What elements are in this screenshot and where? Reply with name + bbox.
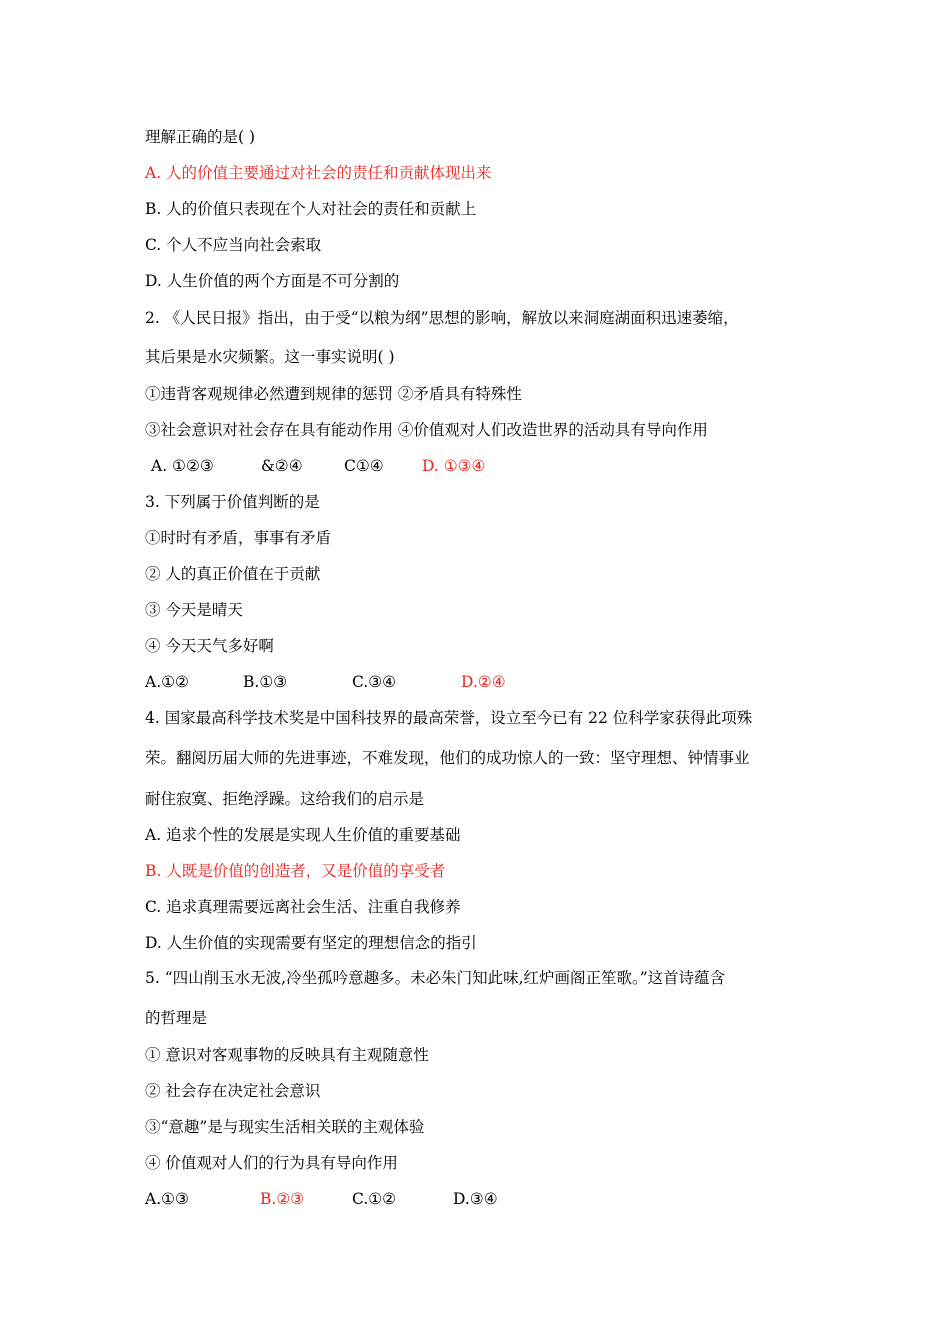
q5-item-4: ④ 价值观对人们的行为具有导向作用 <box>145 1154 398 1172</box>
q1-stem: 理解正确的是( ) <box>145 128 256 146</box>
q5-choice-c: C.①② <box>352 1190 397 1208</box>
q5-choice-a: A.①③ <box>145 1190 189 1208</box>
q5-item-1: ① 意识对客观事物的反映具有主观随意性 <box>145 1046 429 1064</box>
q5-choice-d: D.③④ <box>453 1190 498 1208</box>
q2-items-row1: ①违背客观规律必然遭到规律的惩罚 ②矛盾具有特殊性 <box>145 385 522 403</box>
q3-choice-c: C.③④ <box>352 673 397 691</box>
q3-item-2: ② 人的真正价值在于贡献 <box>145 565 321 583</box>
q2-choice-c: C①④ <box>344 457 384 475</box>
q4-stem-line2: 荣。翻阅历届大师的先进事迹，不难发现，他们的成功惊人的一致：坚守理想、钟情事业 <box>145 749 750 767</box>
q4-option-a: A. 追求个性的发展是实现人生价值的重要基础 <box>145 826 461 844</box>
q3-choice-b: B.①③ <box>243 673 288 691</box>
q1-option-b: B. 人的价值只表现在个人对社会的责任和贡献上 <box>145 200 477 218</box>
q5-stem-line2: 的哲理是 <box>145 1009 208 1027</box>
q4-stem-line3: 耐住寂寞、拒绝浮躁。这给我们的启示是 <box>145 790 425 808</box>
q5-stem-line1: 5. “四山削玉水无波,冷坐孤吟意趣多。未必朱门知此味,红炉画阁正笙歌。”这首诗蕴含 <box>145 969 726 987</box>
q3-choice-a: A.①② <box>145 673 189 691</box>
q2-stem-line2: 其后果是水灾频繁。这一事实说明( ) <box>145 348 395 366</box>
q2-stem-line1: 2. 《人民日报》指出，由于受“以粮为纲”思想的影响，解放以来洞庭湖面积迅速萎缩， <box>145 309 739 327</box>
q5-item-2: ② 社会存在决定社会意识 <box>145 1082 321 1100</box>
q2-choice-b: &②④ <box>261 457 303 475</box>
q1-option-d: D. 人生价值的两个方面是不可分割的 <box>145 272 400 290</box>
q4-option-b-answer: B. 人既是价值的创造者，又是价值的享受者 <box>145 862 446 880</box>
q5-item-3: ③“意趣”是与现实生活相关联的主观体验 <box>145 1118 425 1136</box>
q1-option-a-answer: A. 人的价值主要通过对社会的责任和贡献体现出来 <box>145 164 492 182</box>
q3-item-4: ④ 今天天气多好啊 <box>145 637 274 655</box>
q2-choice-a: A. ①②③ <box>151 457 214 475</box>
q3-item-3: ③ 今天是晴天 <box>145 601 243 619</box>
q4-option-d: D. 人生价值的实现需要有坚定的理想信念的指引 <box>145 934 477 952</box>
q3-stem: 3. 下列属于价值判断的是 <box>145 493 320 511</box>
q2-items-row2: ③社会意识对社会存在具有能动作用 ④价值观对人们改造世界的活动具有导向作用 <box>145 421 708 439</box>
q1-option-c: C. 个人不应当向社会索取 <box>145 236 322 254</box>
q3-choice-d-answer: D.②④ <box>461 673 506 691</box>
q2-choice-d-answer: D. ①③④ <box>422 457 486 475</box>
q5-choice-b-answer: B.②③ <box>260 1190 305 1208</box>
q4-stem-line1: 4. 国家最高科学技术奖是中国科技界的最高荣誉，设立至今已有 22 位科学家获得此项殊 <box>145 709 753 727</box>
q4-option-c: C. 追求真理需要远离社会生活、注重自我修养 <box>145 898 461 916</box>
q3-item-1: ①时时有矛盾，事事有矛盾 <box>145 529 332 547</box>
